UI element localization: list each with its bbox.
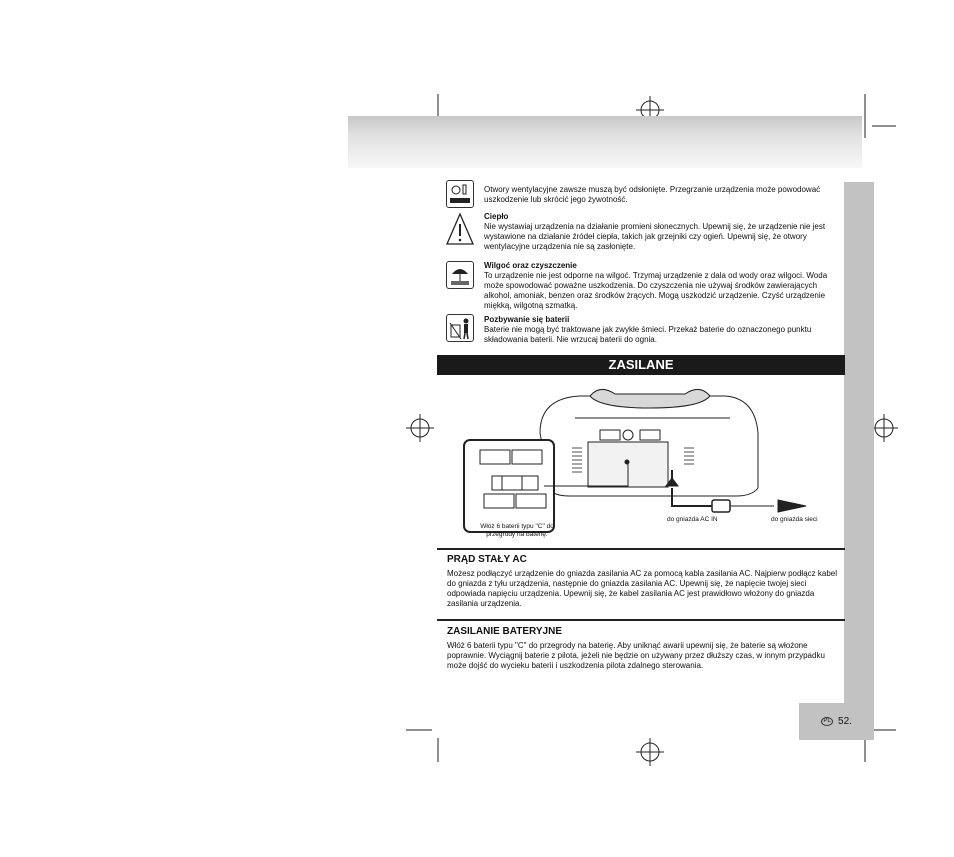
moisture-title: Wilgoć oraz czyszczenie — [484, 261, 577, 270]
radio-handle — [590, 389, 710, 408]
battery-disposal-text — [484, 315, 836, 345]
dc-heading: PRĄD STAŁY AC — [447, 554, 527, 565]
umbrella-moisture-icon — [446, 261, 474, 289]
moisture-text — [484, 261, 836, 311]
side-tab — [844, 182, 874, 740]
heat-paragraph: Nie wystawiaj urządzenia na działanie promieni słonecznych. Upewnij się, że urządzenie nie jest wystawione na działanie źródeł ciepła, takich jak grzejniki czy ogień. Upewnij się, że otwory wentylacyjne urządzenia nie są zasłonięte. — [484, 222, 826, 251]
moisture-paragraph: To urządzenie nie jest odporne na wilgoć. Trzymaj urządzenie z dala od wody oraz wilgoci. Woda może spowodować poważne uszkodzenia. Do czyszczenia nie używaj środków zawierających alkohol, amoniak, benzen oraz środków żrących. Mogą uszkodzić urządzenie. Czyść urządzenie miękką, wilgotną szmatką. — [484, 271, 828, 310]
battery-disposal-paragraph: Baterie nie mogą być traktowane jak zwykłe śmieci. Przekaż baterie do oznaczonego punktu składowania baterii. Nie wrzucaj baterii do ognia. — [484, 325, 812, 344]
page-number: 52. — [838, 716, 852, 727]
ventilation-text — [484, 185, 836, 205]
heat-title: Ciepło — [484, 212, 509, 221]
warning-triangle-icon — [446, 212, 472, 238]
heat-text — [484, 212, 836, 252]
header-band — [348, 116, 862, 168]
language-badge: PL — [821, 717, 833, 726]
wall-socket-label: do gniazda sieci — [771, 516, 818, 523]
battery-compartment — [464, 440, 554, 532]
page-number-tab — [799, 703, 874, 740]
battery-disposal-icon — [446, 314, 474, 342]
dc-paragraph: Możesz podłączyć urządzenie do gniazda zasilania AC za pomocą kabla zasilania AC. Najpierw podłącz kabel do gniazda z tyłu urządzenia, następnie do gniazda zasilania AC. Upewnij się, że napięcie twojej sieci odpowiada napięciu urządzenia. Upewnij się, że kabel zasilania AC jest prawidłowo włożony do gniazda zasilania urządzenia. — [447, 569, 837, 608]
battery-paragraph: Włóż 6 baterii typu "C" do przegrody na baterię. Aby uniknąć awarii upewnij się, że baterie są włożone poprawnie. Wyciągnij baterie z pilota, jeżeli nie będzie on używany przez dłuższy czas, w innym przypadku może dojść do wycieku baterii i uszkodzenia pilota zdalnego sterowania. — [447, 641, 825, 670]
battery-caption: Włóż 6 baterii typu "C" do przegrody na baterię. — [480, 523, 554, 538]
battery-disposal-title: Pozbywanie się baterii — [484, 315, 570, 324]
battery-heading: ZASILANIE BATERYJNE — [447, 626, 563, 637]
battery-divider — [437, 619, 845, 621]
ventilation-icon — [446, 180, 474, 208]
section-title: ZASILANE — [437, 355, 845, 375]
dc-divider — [437, 548, 845, 550]
ventilation-paragraph: Otwory wentylacyjne zawsze muszą być odsłonięte. Przegrzanie urządzenia może powodować uszkodzenie lub skrócić jego żywotność. — [484, 185, 821, 204]
ac-in-label: do gniazda AC IN — [667, 516, 718, 523]
